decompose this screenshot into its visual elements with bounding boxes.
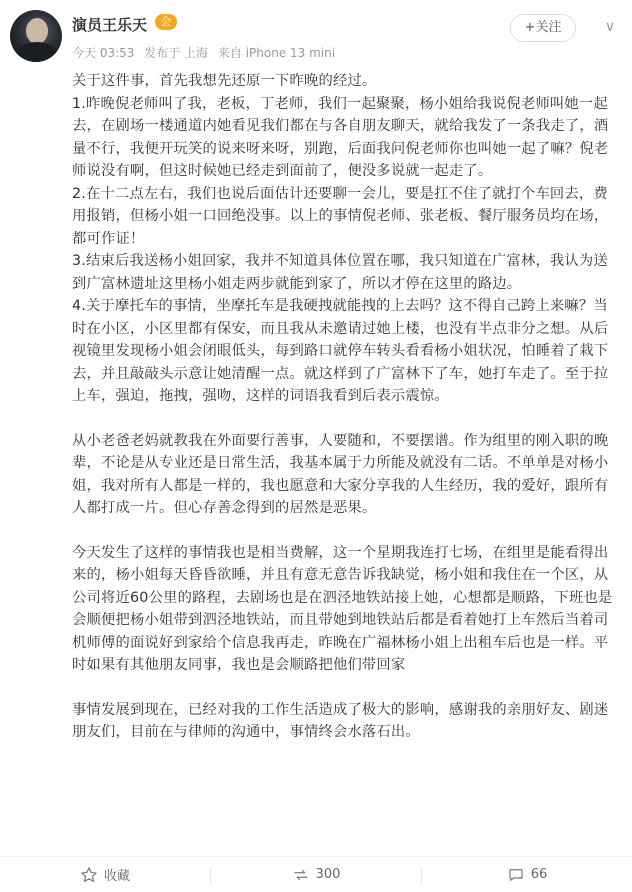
avatar-face <box>26 18 48 44</box>
post-device: 来自 iPhone 13 mini <box>217 46 336 60</box>
post-paragraph: 事情发展到现在，已经对我的工作生活造成了极大的影响，感谢我的亲朋好友、剧迷朋友们，目前在与律师的沟通中，事情终会水落石出。 <box>72 701 609 740</box>
paragraph-gap <box>72 520 622 542</box>
paragraph-gap <box>72 408 622 430</box>
repost-button[interactable] <box>211 866 421 884</box>
vip-badge-icon: 会 <box>155 14 177 30</box>
favorite-button[interactable] <box>0 865 210 884</box>
post-paragraph: 3.结束后我送杨小姐回家，我并不知道具体位置在哪，我只知道在广富林，我认为送到广富林遗址这里杨小姐走两步就能到家了，所以才停在这里的路边。 <box>72 253 608 292</box>
avatar-body <box>16 42 58 62</box>
post-header <box>0 0 632 78</box>
comment-count: 66 <box>530 867 548 882</box>
user-name[interactable]: 演员王乐天 <box>72 16 148 34</box>
post-paragraph: 关于这件事，首先我想先还原一下昨晚的经过。 <box>72 73 377 89</box>
repost-count: 300 <box>315 867 341 882</box>
post-content <box>72 70 622 744</box>
paragraph-gap <box>72 677 622 699</box>
post-paragraph: 4.关于摩托车的事情，坐摩托车是我硬拽就能拽的上去吗？这不得自己跨上来嘛？当时在小区，小区里都有保安，而且我从未邀请过她上楼，也没有半点非分之想。从后视镜里发现杨小姐会闭眼低头，每到路口就停车转头看看杨小姐状况，怕睡着了栽下去，并且敲敲头示意让她清醒一点。就这样到了广富林下了车，她打车走了。至于拉上车，强迫，拖拽，强吻，这样的词语我看到后表示震惊。 <box>72 298 609 404</box>
post-paragraph: 2.在十二点左右，我们也说后面估计还要聊一会儿，要是扛不住了就打个车回去，费用报销，但杨小姐一口回绝没事。以上的事情倪老师、张老板、餐厅服务员均在场，都可作证！ <box>72 185 609 247</box>
comment-button[interactable] <box>422 866 632 884</box>
star-icon <box>80 866 98 884</box>
avatar[interactable] <box>10 10 62 62</box>
post-meta <box>72 44 341 61</box>
repost-icon <box>292 866 310 884</box>
post-location: 发布于 上海 <box>144 46 209 60</box>
comment-icon <box>507 866 525 884</box>
post-paragraph: 从小老爸老妈就教我在外面要行善事，人要随和，不要摆谱。作为组里的刚入职的晚辈，不论是从专业还是日常生活，我基本属于力所能及就没有二话。不单单是对杨小姐，我对所有人都是一样的，我也愿意和大家分享我的人生经历，我的爱好，跟所有人都打成一片。但心存善念得到的居然是恶果。 <box>72 432 609 516</box>
action-bar <box>0 856 632 892</box>
chevron-down-icon[interactable]: ∨ <box>604 19 616 35</box>
post-paragraph: 今天发生了这样的事情我也是相当费解，这一个星期我连打七场，在组里是能看得出来的，杨小姐每天昏昏欲睡，并且有意无意告诉我缺觉，杨小姐和我住在一个区，从公司将近60公里的路程，去剧场也是在泗泾地铁站接上她，心想都是顺路，下班也是会顺便把杨小姐带到泗泾地铁站，而且带她到地铁站后都是看着她打上车然后当着司机师傅的面说好到家给个信息我再走，昨晚在广福林杨小姐上出租车后也是一样。平时如果有其他朋友同事，我也是会顺路把他们带回家 <box>72 544 613 673</box>
favorite-label: 收藏 <box>103 869 130 884</box>
post-paragraph: 1.昨晚倪老师叫了我，老板，丁老师，我们一起聚聚，杨小姐给我说倪老师叫她一起去，在剧场一楼通道内她看见我们都在与各自朋友聊天，就给我发了一条我走了，酒量不行，我便开玩笑的说来呀来呀，别跑，后面我问倪老师你也叫她一起了嘛？倪老师说没有啊，但这时候她已经走到面前了，便没多说就一起走了。 <box>72 95 609 179</box>
follow-button[interactable]: +关注 <box>510 14 576 42</box>
post-time: 今天 03:53 <box>72 46 135 60</box>
